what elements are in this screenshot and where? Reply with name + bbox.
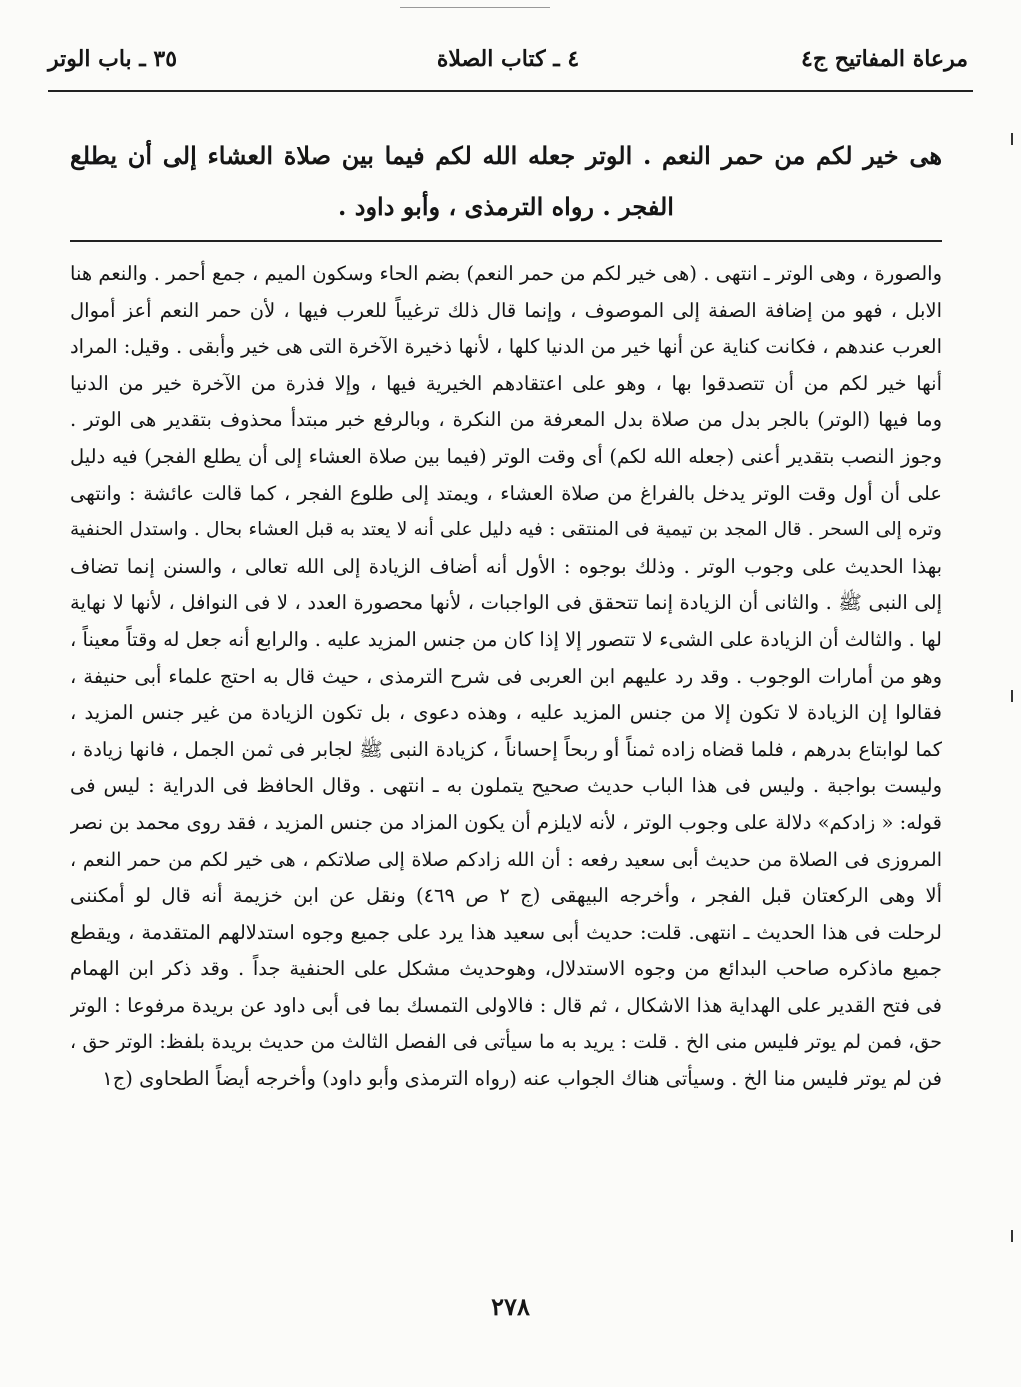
commentary-line: وجوز النصب بتقدير أعنى (جعله الله لكم) أى وقت الوتر (فيما بين صلاة العشاء إلى أن يطلع الفجر) فيه دليل (70, 444, 942, 468)
commentary-line: أنها خير لكم من أن تتصدقوا بها ، وهو على اعتقادهم الخيرية فيها ، وإلا فذرة من الآخرة خير من الدنيا (70, 371, 942, 395)
header-chapter: ٤ ـ كتاب الصلاة (436, 46, 580, 72)
margin-mark (1011, 133, 1013, 145)
header-book-title: مرعاة المفاتيح ج٤ (801, 46, 968, 72)
commentary-line: العرب عندهم ، فكانت كناية عن أنها خير من الدنيا كلها ، لأنها ذخيرة الآخرة التى هى خير وأبقى . وقيل: المراد (70, 335, 942, 359)
commentary-line: فى فتح القدير على الهداية هذا الاشكال ، ثم قال : فالاولى التمسك بما فى أبى داود عن بريدة مرفوعا : الوتر (70, 993, 942, 1017)
commentary-line: على أن أول وقت الوتر يدخل بالفراغ من صلاة العشاء ، ويمتد إلى طلوع الفجر ، كما قالت عائشة : وانتهى (70, 481, 942, 505)
commentary-line: قوله: « زادكم» دلالة على وجوب الوتر ، لأنه لايلزم أن يكون المزاد من جنس المزيد ، فقد روى محمد بن نصر (70, 810, 942, 834)
commentary-line: بهذا الحديث على وجوب الوتر . وذلك بوجوه : الأول أنه أضاف الزيادة إلى الله تعالى ، والسنن إنما تضاف (70, 554, 942, 578)
commentary-line: جميع ماذكره صاحب البدائع من وجوه الاستدلال، وهوحديث مشكل على الحنفية جداً . وقد ذكر ابن الهمام (70, 957, 942, 981)
commentary-line: فن لم يوتر فليس منا الخ . وسيأتى هناك الجواب عنه (رواه الترمذى وأبو داود) وأخرجه أيضاً الطحاوى (ج١ (102, 1067, 942, 1091)
hadith-divider (70, 240, 942, 242)
commentary-line: وما فيها (الوتر) بالجر بدل من صلاة بدل المعرفة من النكرة ، وبالرفع خبر مبتدأ محذوف بتقدير هى الوتر . (70, 408, 942, 432)
margin-mark (1011, 1230, 1013, 1242)
page-number: ٢٧٨ (491, 1292, 530, 1321)
commentary-line: ألا وهى الركعتان قبل الفجر ، وأخرجه البيهقى (ج ٢ ص ٤٦٩) ونقل عن ابن خزيمة أنه قال لو أمكننى (70, 884, 942, 908)
commentary-text (70, 256, 942, 1098)
commentary-line: فقالوا إن الزيادة لا تكون إلا من جنس المزيد عليه ، وهذه دعوى ، بل تكون الزيادة من غير جنس المزيد ، (70, 701, 942, 725)
margin-mark (1011, 690, 1013, 702)
commentary-line: الابل ، فهو من إضافة الصفة إلى الموصوف ، وإنما قال ذلك ترغيباً للعرب فيها ، لأن حمر النعم أعز أموال (70, 298, 942, 322)
commentary-line: والصورة ، وهى الوتر ـ انتهى . (هى خير لكم من حمر النعم) بضم الحاء وسكون الميم ، جمع أحمر . والنعم هنا (70, 262, 942, 285)
commentary-line: لرحلت فى هذا الحديث ـ انتهى. قلت: حديث أبى سعيد هذا يرد على جميع وجوه استدلالهم المتقدمة ، ويقطع (70, 920, 942, 944)
top-edge-rule (400, 7, 550, 8)
commentary-line: إلى النبى ﷺ . والثانى أن الزيادة إنما تتحقق فى الواجبات ، لأنها محصورة العدد ، لا فى النوافل ، لأنها لا نهاية (70, 591, 942, 615)
commentary-line: حق، فمن لم يوتر فليس منى الخ . قلت : يريد به ما سيأتى فى الفصل الثالث من حديث بريدة بلفظ: الوتر حق ، (70, 1031, 942, 1054)
commentary-line: وليست بواجبة . وليس فى هذا الباب حديث صحيح يتملون به ـ انتهى . وقال الحافظ فى الدراية : ليس فى (70, 774, 942, 798)
commentary-line: كما لوابتاع بدرهم ، فلما قضاه زاده ثمناً أو ربحاً إحساناً ، كزيادة النبى ﷺ لجابر فى ثمن الجمل ، فانها زيادة ، (70, 737, 942, 761)
commentary-line: وتره إلى السحر . قال المجد بن تيمية فى المنتقى : فيه دليل على أنه لا يعتد به قبل العشاء بحال . واستدل الحنفية (70, 519, 942, 541)
commentary-line: لها . والثالث أن الزيادة على الشىء لا تتصور إلا إذا كان من جنس المزيد عليه . والرابع أنه جعل له وقتاً معيناً ، (70, 627, 942, 651)
hadith-text: هى خير لكم من حمر النعم . الوتر جعله الله لكم فيما بين صلاة العشاء إلى أن يطلع الفجر . رواه الترمذى ، وأبو داود . (70, 141, 942, 221)
header-section: ٣٥ ـ باب الوتر (48, 46, 178, 72)
commentary-line: وهو من أمارات الوجوب . وقد رد عليهم ابن العربى فى شرح الترمذى ، حيث قال به احتج علماء أبى حنيفة ، (70, 664, 942, 688)
running-header (48, 44, 968, 84)
header-divider (48, 90, 973, 92)
commentary-line: المروزى فى الصلاة من حديث أبى سعيد رفعه : أن الله زادكم صلاة إلى صلاتكم ، هى خير لكم من حمر النعم ، (70, 848, 942, 871)
